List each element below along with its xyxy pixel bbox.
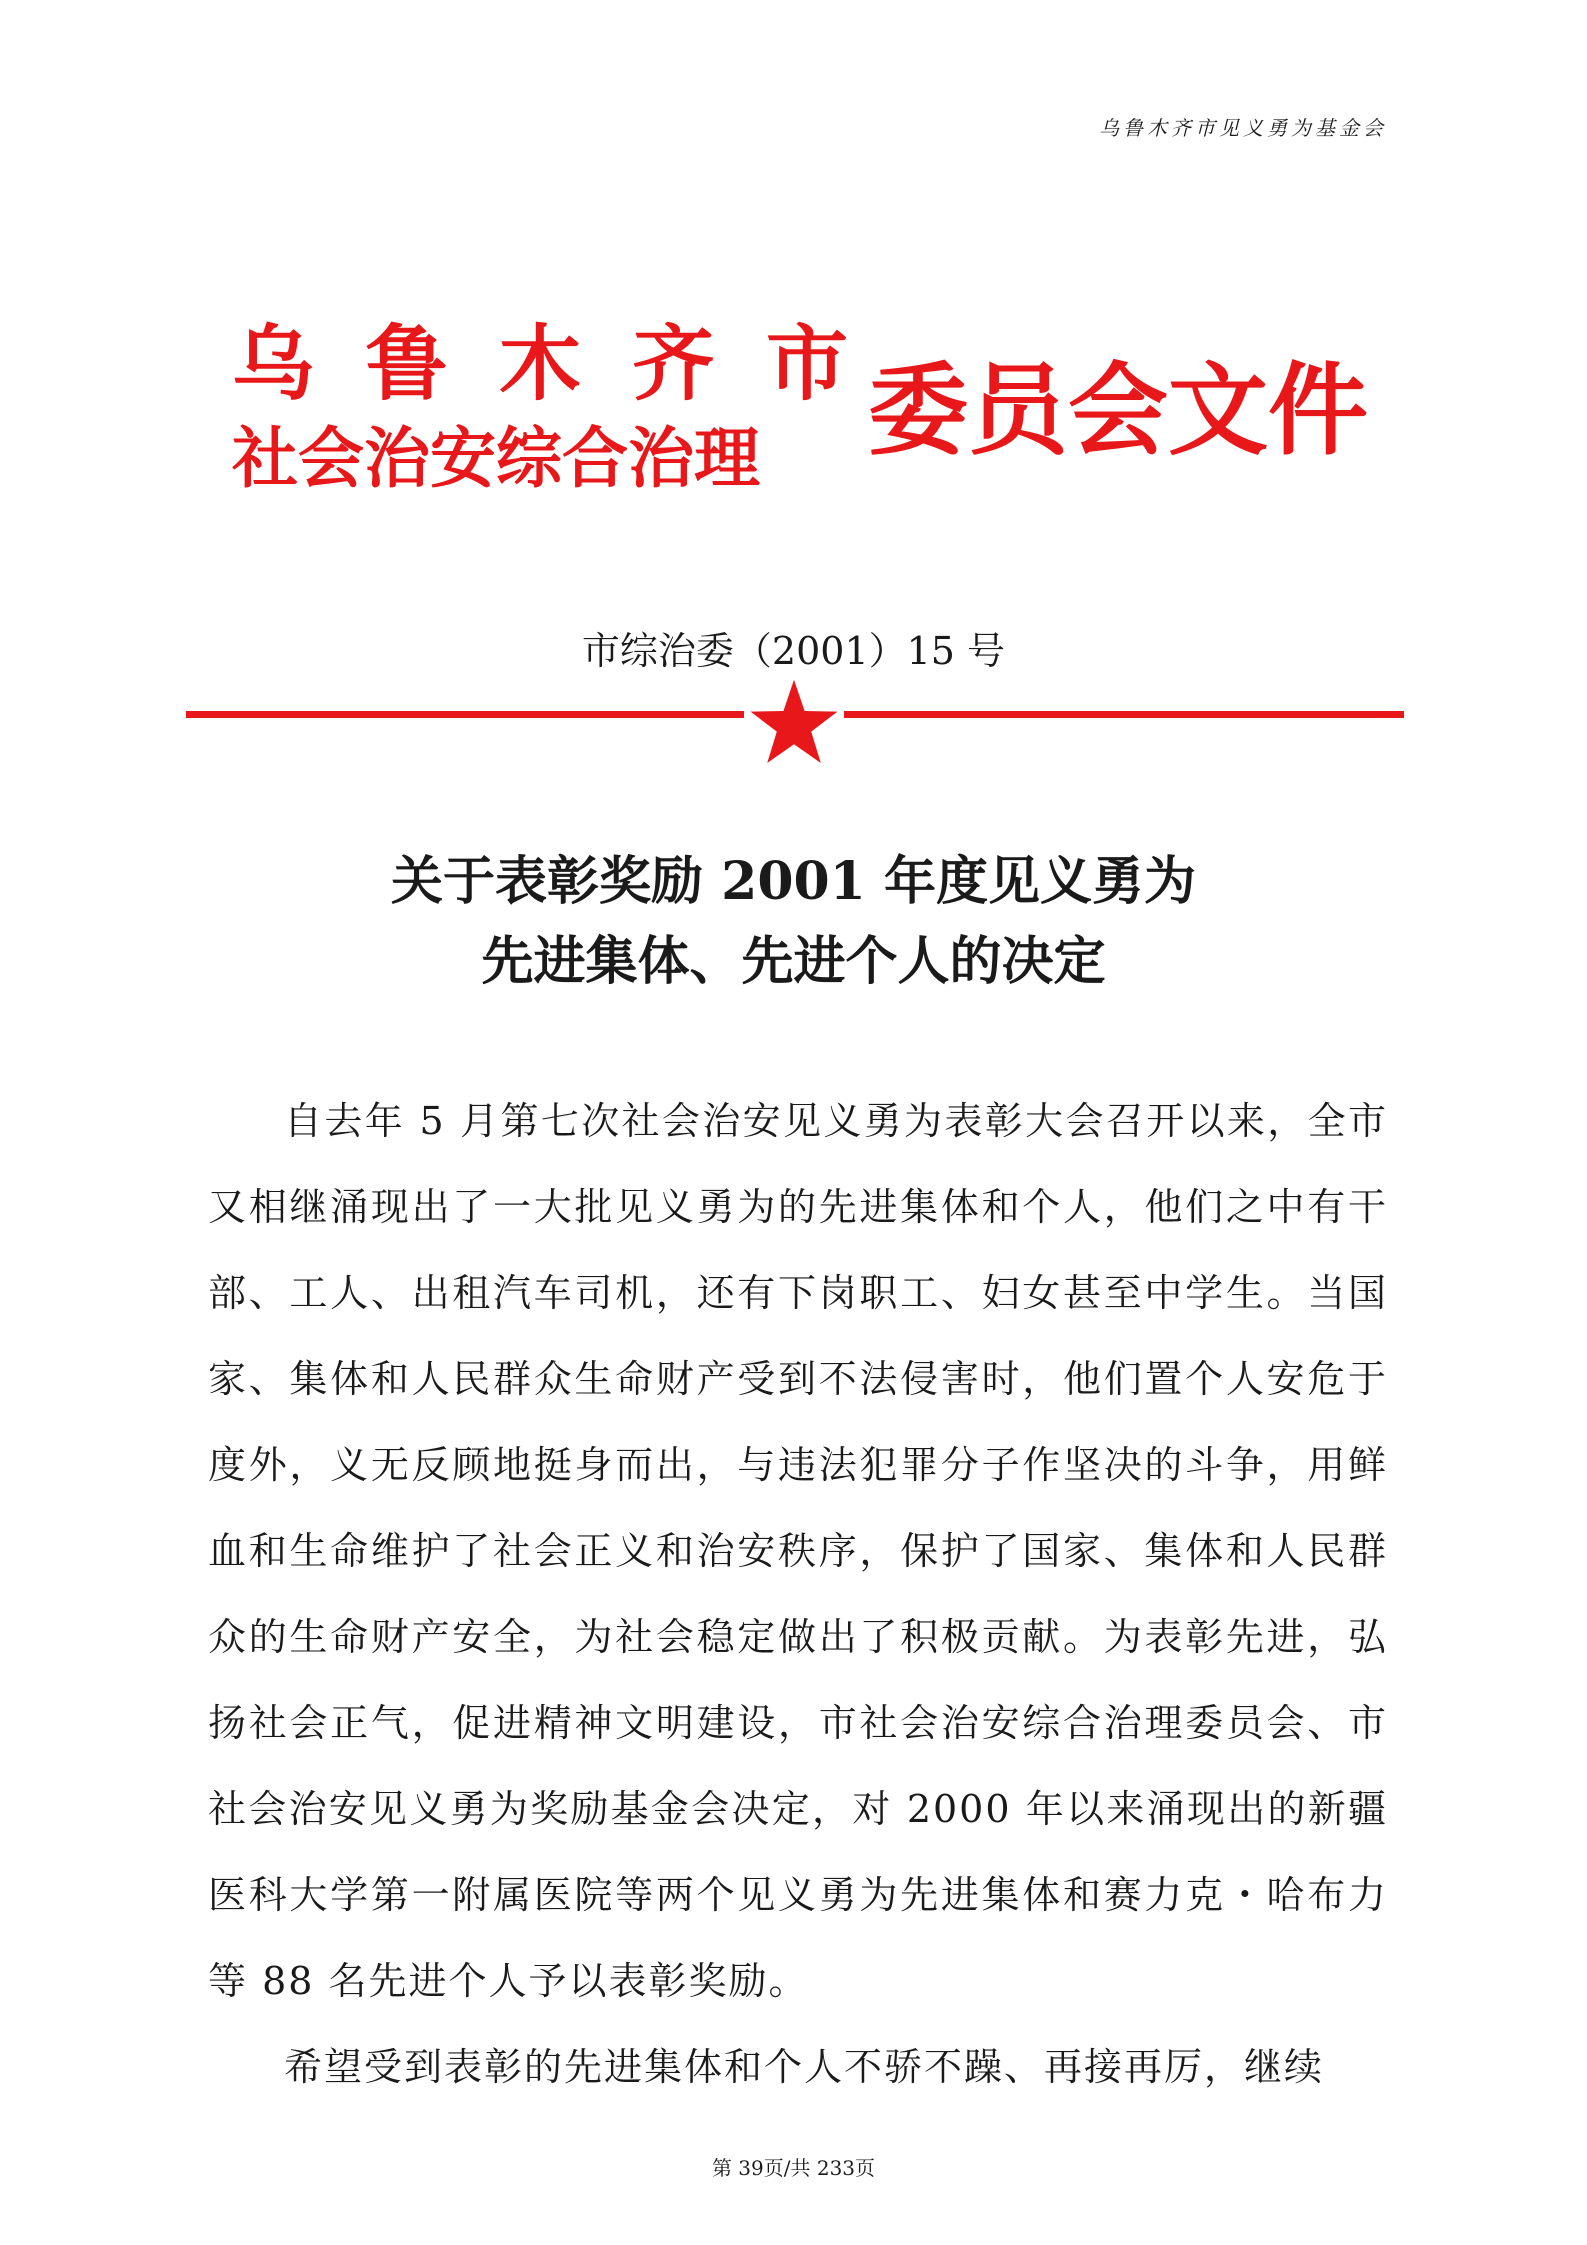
masthead-char: 乌: [232, 316, 315, 412]
masthead-char: 木: [498, 316, 581, 412]
masthead-right: 委员会文件: [868, 351, 1368, 469]
red-star-icon: [749, 678, 839, 764]
body-paragraph: 希望受到表彰的先进集体和个人不骄不躁、再接再厉，继续: [284, 2045, 1325, 2089]
document-title: [0, 842, 1587, 1002]
document-body: [208, 1078, 1388, 2110]
masthead-char: 鲁: [365, 316, 448, 412]
header-organization: 乌鲁木齐市见义勇为基金会: [1099, 116, 1387, 140]
red-divider-right: [844, 711, 1404, 718]
document-number: 市综治委（2001）15 号: [581, 629, 1006, 673]
masthead-city-line: [232, 318, 852, 410]
body-paragraph: 自去年 5 月第七次社会治安见义勇为表彰大会召开以来，全市又相继涌现出了一大批见义勇为的先进集体和个人，他们之中有干部、工人、出租汽车司机，还有下岗职工、妇女甚至中学生。当国家、集体和人民群众生命财产受到不法侵害时，他们置个人安危于度外，义无反顾地挺身而出，与违法犯罪分子作坚决的斗争，用鲜血和生命维护了社会正义和治安秩序，保护了国家、集体和人民群众的生命财产安全，为社会稳定做出了积极贡献。为表彰先进，弘扬社会正气，促进精神文明建设，市社会治安综合治理委员会、市社会治安见义勇为奖励基金会决定，对 2000 年以来涌现出的新疆医科大学第一附属医院等两个见义勇为先进集体和赛力克・哈布力等 88 名先进个人予以表彰奖励。: [208, 1099, 1388, 2003]
masthead-left: [232, 318, 852, 506]
page-footer: 第 39页/共 233页: [711, 2156, 876, 2180]
masthead-committee-line: 社会治安综合治理: [232, 419, 760, 497]
title-line-2: 先进集体、先进个人的决定: [481, 931, 1106, 992]
masthead-char: 齐: [632, 316, 715, 412]
title-line-1: 关于表彰奖励 2001 年度见义勇为: [391, 851, 1196, 912]
red-divider-left: [186, 711, 744, 718]
masthead-char: 市: [765, 316, 848, 412]
